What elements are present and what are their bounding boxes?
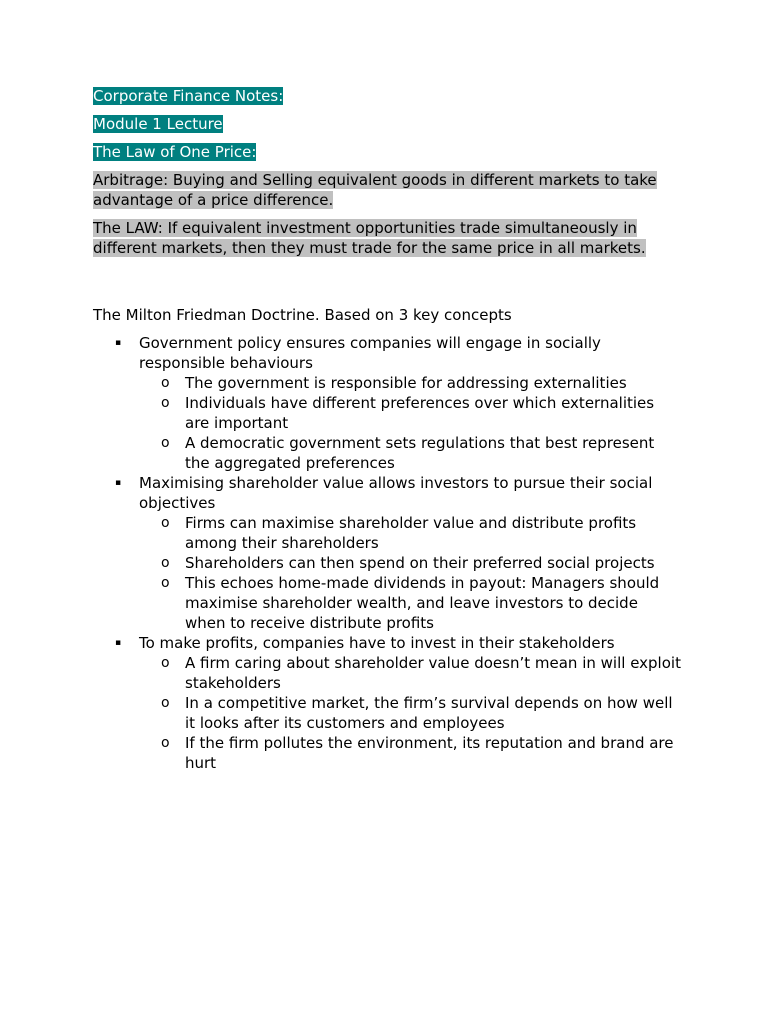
list-item-text: Government policy ensures companies will engage in socially responsible behaviours [139,334,601,372]
square-bullet-icon: ▪ [115,338,122,348]
sub-list-item-text: The government is responsible for addressing externalities [185,374,627,392]
blank-line [93,266,683,305]
circle-bullet-icon: o [161,555,170,571]
list-item [93,333,683,473]
circle-bullet-icon: o [161,515,170,531]
sub-list-item [139,693,683,733]
sub-list [139,373,683,473]
circle-bullet-icon: o [161,435,170,451]
list-item-text: To make profits, companies have to invest in their stakeholders [139,634,615,652]
sub-list-item [139,573,683,633]
doctrine-intro: The Milton Friedman Doctrine. Based on 3 key concepts [93,306,512,324]
sub-list-item [139,393,683,433]
sub-list-item-text: Individuals have different preferences over which externalities are important [185,394,655,432]
sub-list [139,513,683,633]
law-heading-text: The Law of One Price: [93,143,257,161]
sub-list-item [139,733,683,773]
circle-bullet-icon: o [161,395,170,411]
sub-list-item-text: This echoes home-made dividends in payout: Managers should maximise shareholder wealth, and leave investors to decide when to receive distribute profits [185,574,660,632]
sub-list [139,653,683,773]
list-item-text: Maximising shareholder value allows investors to pursue their social objectives [139,474,653,512]
square-bullet-icon: ▪ [115,478,122,488]
module-heading-text: Module 1 Lecture [93,115,223,133]
document-body [93,86,683,773]
law-heading [93,142,683,162]
sub-list-item-text: A firm caring about shareholder value doesn’t mean in will exploit stakeholders [185,654,681,692]
sub-list-item [139,653,683,693]
list-item [93,633,683,773]
sub-list-item-text: Firms can maximise shareholder value and distribute profits among their shareholders [185,514,637,552]
law-text: The LAW: If equivalent investment opportunities trade simultaneously in different markets, then they must trade for the same price in all markets. [93,219,646,257]
sub-list-item [139,553,683,573]
notes-title [93,86,683,106]
sub-list-item [139,433,683,473]
module-heading [93,114,683,134]
sub-list-item-text: If the firm pollutes the environment, its reputation and brand are hurt [185,734,674,772]
law-paragraph [93,218,683,258]
circle-bullet-icon: o [161,375,170,391]
sub-list-item [139,373,683,393]
circle-bullet-icon: o [161,575,170,591]
square-bullet-icon: ▪ [115,638,122,648]
notes-title-text: Corporate Finance Notes: [93,87,284,105]
circle-bullet-icon: o [161,695,170,711]
doctrine-list [93,333,683,773]
arbitrage-text: Arbitrage: Buying and Selling equivalent goods in different markets to take advantage of a price difference. [93,171,657,209]
sub-list-item [139,513,683,553]
circle-bullet-icon: o [161,655,170,671]
list-item [93,473,683,633]
sub-list-item-text: Shareholders can then spend on their preferred social projects [185,554,655,572]
circle-bullet-icon: o [161,735,170,751]
sub-list-item-text: A democratic government sets regulations that best represent the aggregated preferences [185,434,655,472]
arbitrage-paragraph [93,170,683,210]
sub-list-item-text: In a competitive market, the firm’s survival depends on how well it looks after its customers and employees [185,694,673,732]
